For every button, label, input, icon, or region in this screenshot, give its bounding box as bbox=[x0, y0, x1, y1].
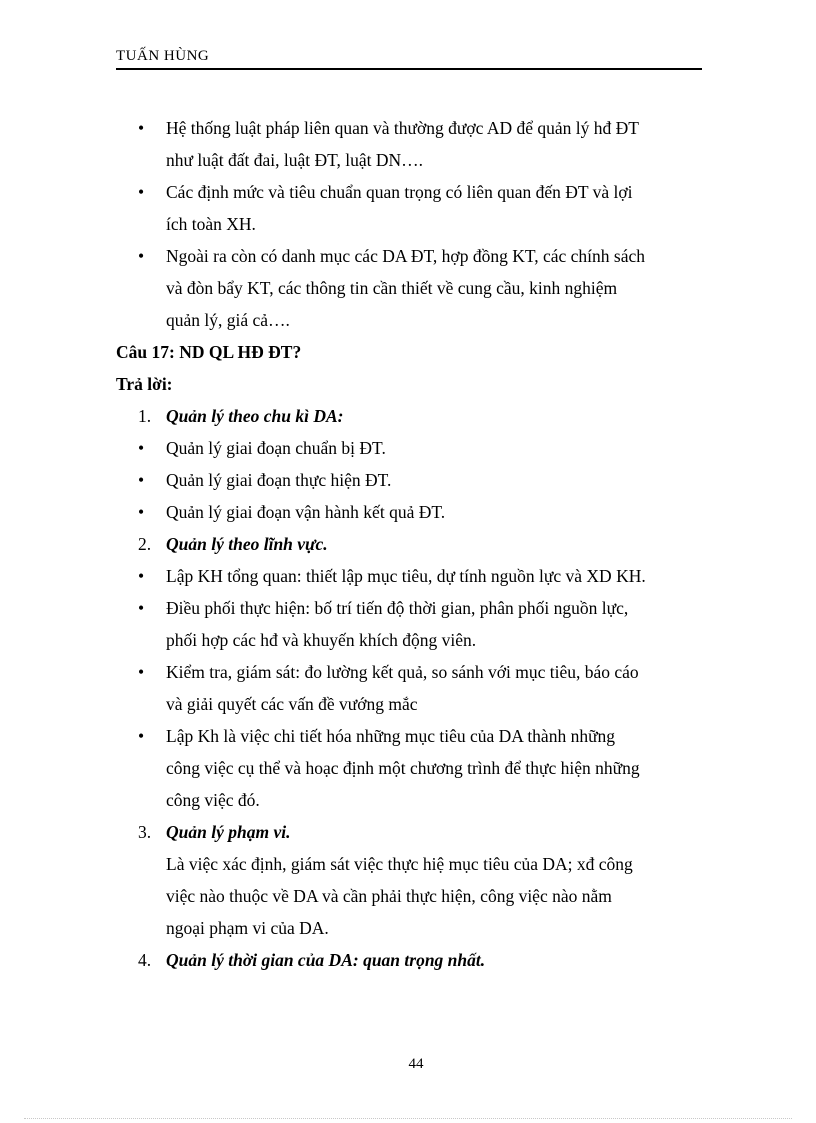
line-text: như luật đất đai, luật ĐT, luật DN…. bbox=[166, 150, 424, 170]
line-text: Quản lý giai đoạn vận hành kết quả ĐT. bbox=[166, 502, 446, 522]
bullet-icon: • bbox=[138, 118, 145, 138]
line-text: việc nào thuộc về DA và cần phải thực hiện, công việc nào nằm bbox=[166, 886, 612, 906]
line-text: Lập Kh là việc chi tiết hóa những mục tiêu của DA thành những bbox=[166, 726, 616, 746]
line-text: Các định mức và tiêu chuẩn quan trọng có liên quan đến ĐT và lợi bbox=[166, 182, 633, 202]
bullet-icon: • bbox=[138, 566, 145, 586]
continuation-line bbox=[116, 752, 706, 784]
bullet-icon: • bbox=[138, 182, 145, 202]
numbered-item bbox=[116, 944, 706, 976]
header-rule bbox=[116, 68, 702, 70]
continuation-line bbox=[116, 784, 706, 816]
bullet-icon: • bbox=[138, 470, 145, 490]
line-text: Hệ thống luật pháp liên quan và thường được AD để quản lý hđ ĐT bbox=[166, 118, 639, 138]
line-text: Quản lý thời gian của DA: quan trọng nhất. bbox=[166, 950, 486, 970]
list-number: 1. bbox=[138, 406, 152, 426]
document-body bbox=[116, 112, 706, 976]
bullet-icon: • bbox=[138, 726, 145, 746]
line-text: Quản lý giai đoạn chuẩn bị ĐT. bbox=[166, 438, 386, 458]
line-text: Kiểm tra, giám sát: đo lường kết quả, so sánh với mục tiêu, báo cáo bbox=[166, 662, 639, 682]
bullet-icon: • bbox=[138, 246, 145, 266]
bullet-item bbox=[116, 560, 706, 592]
line-text: và giải quyết các vấn đề vướng mắc bbox=[166, 694, 418, 714]
continuation-line bbox=[116, 848, 706, 880]
bullet-item bbox=[116, 240, 706, 272]
continuation-line bbox=[116, 688, 706, 720]
line-text: và đòn bẩy KT, các thông tin cần thiết về cung cầu, kinh nghiệm bbox=[166, 278, 618, 298]
bullet-item bbox=[116, 176, 706, 208]
bullet-item bbox=[116, 720, 706, 752]
line-text: Là việc xác định, giám sát việc thực hiệ mục tiêu của DA; xđ công bbox=[166, 854, 633, 874]
continuation-line bbox=[116, 912, 706, 944]
bullet-icon: • bbox=[138, 598, 145, 618]
line-text: Quản lý phạm vi. bbox=[166, 822, 291, 842]
line-text: công việc cụ thể và hoạc định một chương trình để thực hiện những bbox=[166, 758, 640, 778]
numbered-item bbox=[116, 400, 706, 432]
continuation-line bbox=[116, 304, 706, 336]
line-text: công việc đó. bbox=[166, 790, 260, 810]
line-text: Quản lý theo chu kì DA: bbox=[166, 406, 344, 426]
line-text: Quản lý giai đoạn thực hiện ĐT. bbox=[166, 470, 392, 490]
list-number: 2. bbox=[138, 534, 152, 554]
bullet-item bbox=[116, 432, 706, 464]
numbered-item bbox=[116, 528, 706, 560]
line-text: Ngoài ra còn có danh mục các DA ĐT, hợp đồng KT, các chính sách bbox=[166, 246, 645, 266]
line-text: Điều phối thực hiện: bố trí tiến độ thời gian, phân phối nguồn lực, bbox=[166, 598, 629, 618]
bullet-icon: • bbox=[138, 662, 145, 682]
numbered-item bbox=[116, 816, 706, 848]
bullet-item bbox=[116, 656, 706, 688]
page-bottom-rule bbox=[24, 1118, 792, 1119]
continuation-line bbox=[116, 880, 706, 912]
line-text: Quản lý theo lĩnh vực. bbox=[166, 534, 328, 554]
bullet-item bbox=[116, 464, 706, 496]
line-text: quản lý, giá cả…. bbox=[166, 310, 290, 330]
line-text: ngoại phạm vi của DA. bbox=[166, 918, 329, 938]
line-text: Lập KH tổng quan: thiết lập mục tiêu, dự tính nguồn lực và XD KH. bbox=[166, 566, 646, 586]
list-number: 3. bbox=[138, 822, 152, 842]
line-text: phối hợp các hđ và khuyến khích động viên. bbox=[166, 630, 477, 650]
continuation-line bbox=[116, 208, 706, 240]
page-number: 44 bbox=[408, 1056, 424, 1072]
bullet-icon: • bbox=[138, 502, 145, 522]
bullet-icon: • bbox=[138, 438, 145, 458]
bullet-item bbox=[116, 112, 706, 144]
heading-text: Trả lời: bbox=[116, 374, 173, 394]
section-heading bbox=[116, 336, 706, 368]
continuation-line bbox=[116, 144, 706, 176]
page-header: TUẤN HÙNG bbox=[116, 48, 210, 64]
line-text: ích toàn XH. bbox=[166, 214, 256, 234]
continuation-line bbox=[116, 272, 706, 304]
list-number: 4. bbox=[138, 950, 152, 970]
bullet-item bbox=[116, 592, 706, 624]
heading-text: Câu 17: ND QL HĐ ĐT? bbox=[116, 342, 302, 362]
bullet-item bbox=[116, 496, 706, 528]
section-heading bbox=[116, 368, 706, 400]
continuation-line bbox=[116, 624, 706, 656]
